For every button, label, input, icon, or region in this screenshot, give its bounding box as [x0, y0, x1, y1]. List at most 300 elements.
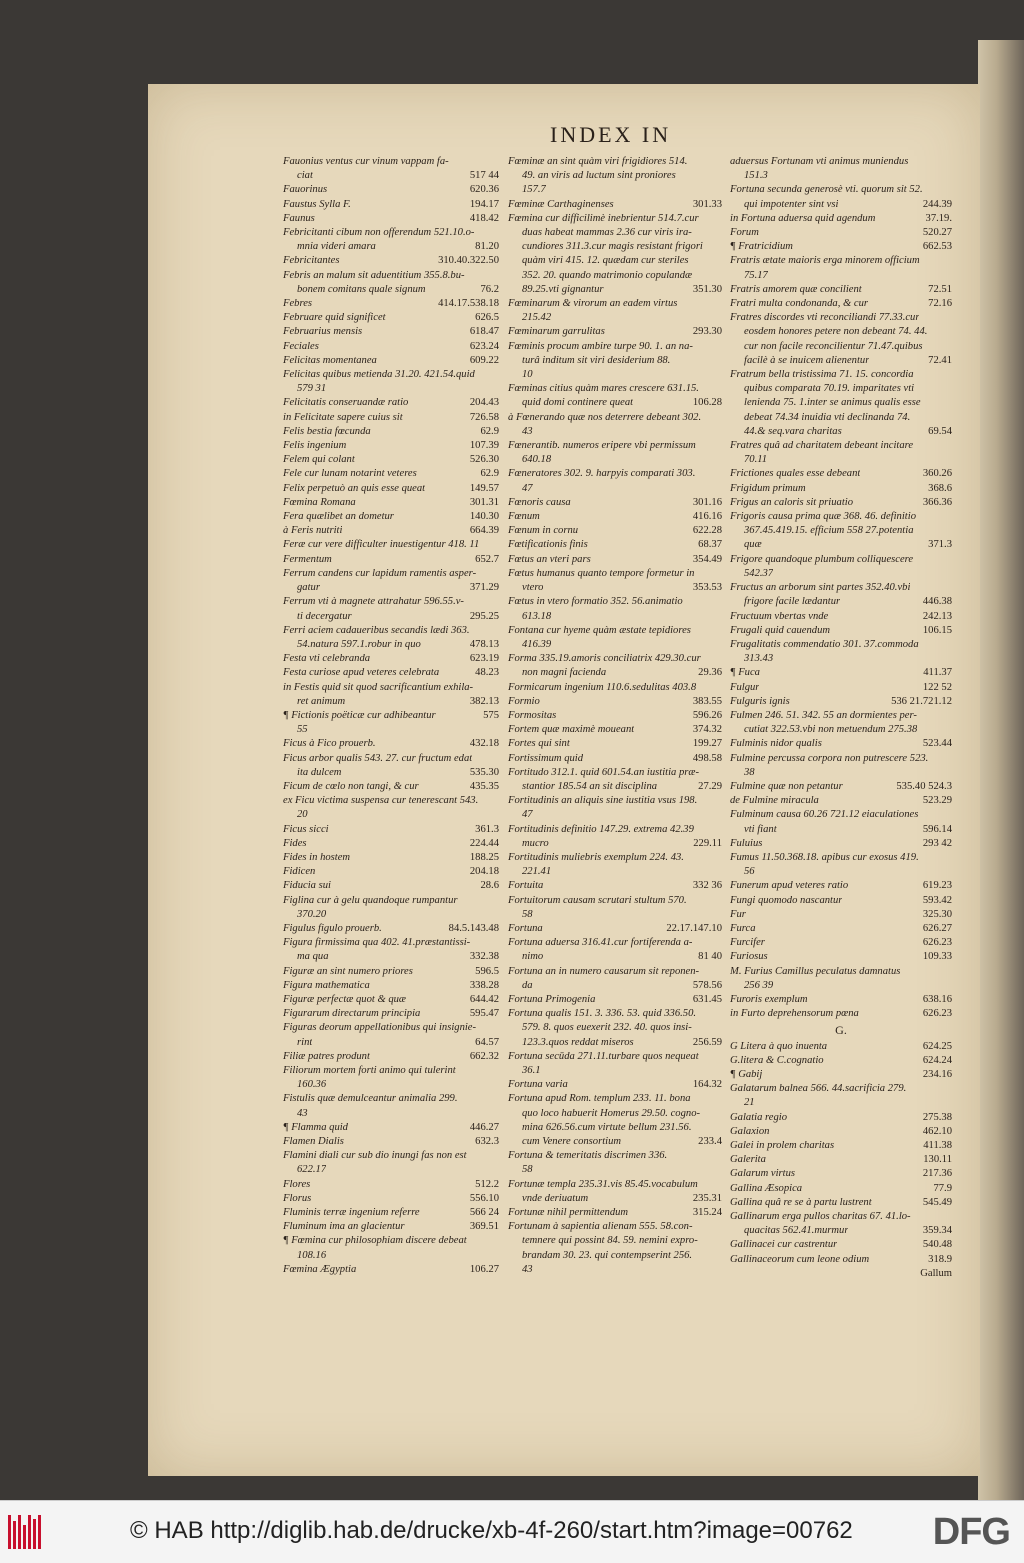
copyright-link[interactable]: © HAB http://diglib.hab.de/drucke/xb-4f-260/start.htm?image=00762: [130, 1517, 853, 1544]
entry-page-ref: 411.38: [923, 1140, 952, 1152]
index-entry-continuation: [730, 979, 952, 993]
index-entry: [508, 155, 722, 169]
index-entry: [730, 1210, 952, 1224]
entry-page-ref: 69.54: [928, 425, 952, 437]
entry-page-ref: 244.39: [922, 198, 952, 210]
index-entry: [730, 467, 952, 481]
index-entry-continuation: [283, 240, 499, 254]
entry-page-ref: 84.5.143.48: [448, 922, 499, 934]
entry-text: 36.1: [522, 1065, 541, 1076]
entry-text: Fortuna an in numero causarum sit reponen-: [508, 965, 700, 977]
index-entry: [508, 411, 722, 425]
entry-text: Filiæ patres produnt: [283, 1050, 370, 1062]
entry-text: Filiorum mortem forti animo qui tulerint: [283, 1065, 456, 1076]
entry-page-ref: 62.9: [480, 468, 499, 480]
index-entry-continuation: [283, 1107, 499, 1121]
entry-text: quibus comparata 70.19. imparitates vti: [744, 383, 915, 395]
entry-text: 370.20: [297, 908, 327, 920]
entry-page-ref: 293.30: [692, 326, 722, 338]
entry-page-ref: 575: [483, 709, 499, 721]
entry-page-ref: 204.43: [469, 397, 499, 409]
entry-text: ret animum: [297, 695, 346, 707]
index-entry-continuation: [508, 865, 722, 879]
index-entry: [730, 1267, 952, 1281]
entry-text: Forum: [730, 227, 759, 239]
entry-text: in Felicitate sapere cuius sit: [283, 411, 403, 423]
entry-text: Fontana cur hyeme quàm æstate tepidiores: [508, 624, 691, 636]
index-entry: [283, 1206, 499, 1220]
index-entry: [508, 737, 722, 751]
index-entry: [508, 936, 722, 950]
entry-text: M. Furius Camillus peculatus damnatus: [730, 965, 901, 977]
entry-text: Fœnum: [508, 511, 540, 523]
index-entry: [283, 1220, 499, 1234]
entry-text: aduersus Fortunam vti animus muniendus: [730, 156, 909, 167]
index-entry: [508, 297, 722, 311]
entry-page-ref: 106.27: [469, 1263, 499, 1275]
entry-text: Februarius mensis: [283, 326, 363, 338]
entry-page-ref: 414.17.538.18: [438, 298, 499, 310]
index-entry: [283, 439, 499, 453]
entry-text: 58: [522, 908, 533, 920]
entry-text: Fistulis quæ demulceantur animalia 299.: [283, 1093, 458, 1105]
index-entry: [283, 624, 499, 638]
entry-text: de Fulmine miracula: [730, 795, 819, 807]
entry-page-ref: 106.15: [922, 624, 952, 636]
index-entry: [508, 695, 722, 709]
entry-text: Furiosus: [730, 951, 768, 963]
index-entry: [283, 922, 499, 936]
entry-text: Gallina quâ re se à partu lustrent: [730, 1196, 872, 1208]
entry-page-ref: 353.53: [692, 582, 722, 594]
entry-text: Febricitanti cibum non offerendum 521.10.o-: [283, 227, 475, 239]
entry-text: Gallina Æsopica: [730, 1182, 803, 1194]
entry-text: Fortunam à sapientia alienam 555. 58.con-: [508, 1221, 693, 1233]
index-entry-continuation: [508, 979, 722, 993]
index-entry-continuation: [283, 908, 499, 922]
entry-text: gatur: [297, 582, 320, 594]
index-entry-continuation: [283, 283, 499, 297]
entry-page-ref: 626.23: [922, 937, 952, 949]
index-entry-continuation: [283, 610, 499, 624]
entry-text: Fortuitorum causam scrutari stultum 570.: [508, 894, 687, 906]
entry-page-ref: 498.58: [692, 752, 722, 764]
index-entry: [283, 311, 499, 325]
entry-text: Fortes qui sint: [508, 738, 570, 750]
entry-text: Frictiones quales esse debeant: [730, 468, 861, 480]
index-entry-continuation: [283, 382, 499, 396]
entry-page-ref: 72.51: [928, 283, 952, 295]
index-entry: [730, 908, 952, 922]
entry-page-ref: 664.39: [469, 525, 499, 537]
index-entry: [283, 340, 499, 354]
entry-page-ref: 609.22: [469, 354, 499, 366]
entry-page-ref: 301.31: [469, 496, 499, 508]
index-entry: [283, 752, 499, 766]
index-entry: [730, 808, 952, 822]
index-entry-continuation: [508, 610, 722, 624]
index-entry: [730, 1082, 952, 1096]
entry-text: Forma 335.19.amoris conciliatrix 429.30.cur: [508, 653, 701, 665]
entry-page-ref: 536 21.721.12: [891, 695, 952, 707]
index-entry-continuation: [508, 453, 722, 467]
index-entry: [730, 624, 952, 638]
entry-text: Fungi quomodo nascantur: [730, 894, 843, 906]
index-entry-continuation: [283, 695, 499, 709]
entry-page-ref: 652.7: [475, 553, 499, 565]
index-entry: [730, 1040, 952, 1054]
index-entry: [508, 1050, 722, 1064]
entry-text: Fœminæ an sint quàm viri frigidiores 514.: [508, 156, 688, 167]
index-entry: [508, 922, 722, 936]
book-edge: [978, 40, 1024, 1500]
entry-text: Fœmina Ægyptia: [283, 1263, 357, 1275]
entry-text: 622.17: [297, 1164, 327, 1176]
entry-text: Frugalitatis commendatio 301. 37.commoda: [730, 638, 919, 650]
entry-text: Fortitudinis muliebris exemplum 224. 43.: [508, 851, 684, 863]
entry-page-ref: 626.27: [922, 922, 952, 934]
entry-text: Formositas: [508, 709, 557, 721]
entry-page-ref: 371.3: [928, 539, 952, 551]
entry-page-ref: 662.53: [922, 241, 952, 253]
entry-page-ref: 62.9: [480, 425, 499, 437]
index-entry: [283, 538, 499, 552]
entry-text: Gallinacei cur castrentur: [730, 1239, 838, 1251]
entry-page-ref: 435.35: [469, 780, 499, 792]
entry-page-ref: 596.5: [475, 965, 499, 977]
entry-text: vti fiant: [744, 823, 777, 835]
entry-text: Figura mathematica: [283, 979, 370, 991]
entry-page-ref: 535.30: [469, 766, 499, 778]
entry-text: 221.41: [522, 866, 552, 878]
index-column-3: [730, 155, 952, 1281]
index-entry-continuation: [283, 1036, 499, 1050]
index-entry: [730, 496, 952, 510]
entry-text: Formicarum ingenium 110.6.sedulitas 403.8: [508, 681, 697, 693]
index-entry: [508, 851, 722, 865]
entry-text: 10: [522, 369, 533, 381]
entry-text: 313.43: [744, 653, 774, 665]
entry-text: Fœnum in cornu: [508, 525, 579, 537]
index-entry-continuation: [730, 425, 952, 439]
entry-page-ref: 535.40 524.3: [896, 780, 952, 792]
entry-text: Febris an malum sit aduentitium 355.8.bu-: [283, 269, 465, 281]
entry-page-ref: 27.29: [698, 780, 722, 792]
index-entry: [283, 1263, 499, 1277]
entry-text: duas habeat mammas 2.36 cur viris ira-: [522, 227, 692, 239]
index-entry-continuation: [730, 354, 952, 368]
entry-text: vtero: [522, 582, 544, 594]
entry-page-ref: 523.29: [922, 795, 952, 807]
entry-page-ref: 626.5: [475, 312, 499, 324]
entry-text: non magni facienda: [522, 667, 607, 679]
index-entry: [283, 1050, 499, 1064]
index-entry: [508, 1007, 722, 1021]
entry-page-ref: 332.38: [469, 951, 499, 963]
index-entry: [730, 368, 952, 382]
entry-page-ref: 631.45: [692, 993, 722, 1005]
entry-page-ref: 29.36: [698, 667, 722, 679]
index-entry-continuation: [283, 950, 499, 964]
entry-text: Funerum apud veteres ratio: [730, 880, 849, 892]
entry-text: Fortitudinis definitio 147.29. extrema 42.39: [508, 823, 694, 835]
entry-page-ref: 622.28: [692, 525, 722, 537]
index-entry: [730, 681, 952, 695]
index-column-2: [508, 155, 722, 1277]
index-entry: [730, 1167, 952, 1181]
entry-page-ref: 338.28: [469, 979, 499, 991]
entry-text: Fratres quâ ad charitatem debeant incitare: [730, 440, 914, 452]
index-entry: [730, 780, 952, 794]
entry-text: Fera quælibet an dometur: [283, 511, 394, 523]
entry-text: Fœminarum & virorum an eadem virtus: [508, 298, 678, 310]
entry-text: 44.& seq.vara charitas: [744, 425, 842, 437]
index-entry: [283, 837, 499, 851]
index-entry-continuation: [283, 638, 499, 652]
index-entry-continuation: [508, 1249, 722, 1263]
index-entry: [730, 695, 952, 709]
index-entry: [508, 1092, 722, 1106]
index-entry-continuation: [508, 1234, 722, 1248]
index-entry: [508, 340, 722, 354]
index-entry: [508, 567, 722, 581]
entry-text: 75.17: [744, 269, 768, 281]
index-entry-continuation: [283, 1249, 499, 1263]
index-entry-continuation: [730, 567, 952, 581]
entry-text: cum Venere consortium: [522, 1136, 622, 1148]
entry-page-ref: 462.10: [922, 1125, 952, 1137]
entry-text: ¶ Fictionis poëticæ cur adhibeantur: [283, 709, 436, 721]
index-entry: [730, 965, 952, 979]
entry-page-ref: 242.13: [922, 610, 952, 622]
entry-page-ref: 217.36: [922, 1168, 952, 1180]
entry-text: ex Ficu victima suspensa cur tenerescant 543.: [283, 795, 479, 807]
index-entry: [730, 950, 952, 964]
index-entry: [730, 993, 952, 1007]
index-entry-continuation: [508, 581, 722, 595]
entry-text: 56: [744, 866, 755, 878]
entry-page-ref: 361.3: [475, 823, 499, 835]
entry-text: Fulmine quæ non petantur: [730, 780, 843, 792]
index-entry: [730, 666, 952, 680]
entry-text: in Fortuna aduersa quid agendum: [730, 212, 876, 224]
index-entry-continuation: [730, 411, 952, 425]
index-entry: [508, 794, 722, 808]
entry-text: Fluminis terræ ingenium referre: [283, 1207, 420, 1219]
entry-text: 20: [297, 809, 308, 821]
index-entry: [283, 1064, 499, 1078]
index-entry: [283, 524, 499, 538]
index-entry: [730, 837, 952, 851]
entry-page-ref: 520.27: [922, 227, 952, 239]
index-entry-continuation: [730, 382, 952, 396]
entry-page-ref: 368.6: [928, 482, 952, 494]
index-entry: [730, 1139, 952, 1153]
index-entry: [508, 198, 722, 212]
index-entry: [283, 212, 499, 226]
entry-text: Fœtus an vteri pars: [508, 553, 591, 565]
entry-text: Fortem quæ maximè moueant: [508, 724, 635, 736]
entry-text: 640.18: [522, 454, 552, 466]
entry-page-ref: 623.19: [469, 653, 499, 665]
index-entry-continuation: [730, 595, 952, 609]
index-entry-continuation: [508, 1121, 722, 1135]
index-entry-continuation: [283, 169, 499, 183]
index-entry: [508, 993, 722, 1007]
index-entry: [283, 553, 499, 567]
index-entry: [508, 467, 722, 481]
entry-text: Galei in prolem charitas: [730, 1140, 835, 1152]
entry-text: Fulminis nidor qualis: [730, 738, 822, 750]
entry-page-ref: 68.37: [698, 539, 722, 551]
entry-text: ¶ Fratricidium: [730, 241, 793, 253]
entry-text: 151.3: [744, 170, 768, 182]
entry-text: 43: [522, 425, 533, 437]
index-entry: [730, 254, 952, 268]
entry-page-ref: 188.25: [469, 851, 499, 863]
index-entry-continuation: [730, 524, 952, 538]
entry-page-ref: 578.56: [692, 979, 722, 991]
entry-page-ref: 76.2: [480, 283, 499, 295]
index-entry-continuation: [730, 1224, 952, 1238]
entry-text: frigore facile lædantur: [744, 596, 841, 608]
entry-page-ref: 596.26: [692, 709, 722, 721]
entry-text: Fortuna secūda 271.11.turbare quos nequeat: [508, 1050, 699, 1062]
entry-text: 43: [522, 1263, 533, 1275]
entry-page-ref: 109.33: [922, 951, 952, 963]
entry-text: Fratris ætate maioris erga minorem officium: [730, 255, 920, 267]
entry-text: Fortunæ nihil permittendum: [508, 1207, 629, 1219]
entry-page-ref: 623.24: [469, 340, 499, 352]
index-entry: [283, 325, 499, 339]
entry-page-ref: 726.58: [469, 411, 499, 423]
entry-text: mina 626.56.cum virtute bellum 231.56.: [522, 1121, 692, 1133]
entry-text: Ficum de cœlo non tangi, & cur: [283, 780, 419, 792]
entry-page-ref: 512.2: [475, 1178, 499, 1190]
index-entry: [508, 894, 722, 908]
index-entry-continuation: [508, 169, 722, 183]
entry-text: cutiat 322.53.vbi non metuendum 275.38: [744, 724, 918, 736]
entry-text: Flamini diali cur sub dio inungi fas non est: [283, 1150, 467, 1162]
entry-page-ref: 626.23: [922, 1008, 952, 1020]
index-entry: [283, 709, 499, 723]
index-entry: [283, 1178, 499, 1192]
entry-page-ref: 81.20: [475, 241, 499, 253]
entry-page-ref: 351.30: [692, 283, 722, 295]
entry-text: qui impotenter sint vsi: [744, 198, 839, 210]
entry-text: Ficus arbor qualis 543. 27. cur fructum edat: [283, 752, 473, 764]
entry-page-ref: 332 36: [692, 880, 722, 892]
entry-text: Fœminarum garrulitas: [508, 326, 605, 338]
index-entry: [730, 879, 952, 893]
entry-text: 47: [522, 482, 533, 494]
entry-page-ref: 369.51: [469, 1221, 499, 1233]
entry-text: Galarum virtus: [730, 1168, 796, 1180]
index-entry-continuation: [508, 183, 722, 197]
entry-page-ref: 620.36: [469, 184, 499, 196]
entry-page-ref: 106.28: [692, 397, 722, 409]
index-entry: [283, 510, 499, 524]
index-entry: [283, 993, 499, 1007]
entry-page-ref: 596.14: [922, 823, 952, 835]
entry-text: da: [522, 979, 533, 991]
entry-text: Fides in hostem: [283, 851, 351, 863]
entry-page-ref: 107.39: [469, 440, 499, 452]
entry-text: Feciales: [283, 340, 319, 352]
entry-page-ref: 432.18: [469, 738, 499, 750]
entry-text: 47: [522, 809, 533, 821]
entry-page-ref: 275.38: [922, 1111, 952, 1123]
index-entry: [508, 382, 722, 396]
entry-text: Figulus figulo prouerb.: [283, 922, 382, 934]
entry-text: Figuræ an sint numero priores: [283, 965, 413, 977]
index-entry-continuation: [283, 1163, 499, 1177]
entry-text: Fortuna qualis 151. 3. 336. 53. quid 336.50.: [508, 1008, 697, 1020]
entry-text: Frigore quandoque plumbum colliquescere: [730, 553, 914, 565]
index-entry: [730, 851, 952, 865]
index-entry: [283, 155, 499, 169]
entry-page-ref: 325.30: [922, 908, 952, 920]
entry-page-ref: 411.37: [923, 667, 952, 679]
index-entry: [508, 652, 722, 666]
entry-text: Februare quid significet: [283, 312, 386, 324]
index-entry: [730, 1054, 952, 1068]
index-entry-continuation: [508, 226, 722, 240]
entry-text: Fele cur lunam notarint veteres: [283, 468, 417, 480]
index-entry: [283, 354, 499, 368]
index-entry: [730, 610, 952, 624]
entry-text: brandam 30. 23. qui contempserint 256.: [522, 1249, 693, 1261]
entry-page-ref: 517 44: [469, 170, 499, 182]
entry-text: Fortuita: [508, 880, 544, 892]
entry-page-ref: 359.34: [922, 1225, 952, 1237]
index-entry-continuation: [508, 1064, 722, 1078]
entry-page-ref: 366.36: [922, 496, 952, 508]
index-entry: [283, 666, 499, 680]
entry-text: Fratres discordes vti reconciliandi 77.33.cur: [730, 312, 920, 324]
entry-text: Flamen Dialis: [283, 1136, 344, 1148]
section-letter: G.: [835, 1023, 847, 1038]
index-entry-continuation: [730, 652, 952, 666]
entry-text: 123.3.quos reddat miseros: [522, 1036, 634, 1048]
entry-text: debeat 74.34 inuidia vti declinanda 74.: [744, 411, 911, 423]
entry-text: quo loco habuerit Homerus 29.50. cogno-: [522, 1107, 701, 1119]
index-entry-continuation: [283, 766, 499, 780]
entry-text: 49. an viris ad luctum sint proniores: [522, 170, 676, 182]
entry-page-ref: 122 52: [922, 681, 952, 693]
index-entry: [730, 297, 952, 311]
entry-page-ref: 638.16: [922, 993, 952, 1005]
index-entry: [730, 922, 952, 936]
entry-text: quæ: [744, 539, 762, 551]
entry-text: G Litera à quo inuenta: [730, 1040, 828, 1052]
entry-text: Fœmina Romana: [283, 496, 356, 508]
index-entry: [283, 453, 499, 467]
entry-text: ma qua: [297, 951, 329, 963]
entry-text: Fauorinus: [283, 184, 328, 196]
entry-text: Fortunæ templa 235.31.vis 85.45.vocabulum: [508, 1178, 698, 1190]
entry-page-ref: 618.47: [469, 326, 499, 338]
index-entry-continuation: [508, 240, 722, 254]
index-entry: [508, 823, 722, 837]
entry-page-ref: 229.11: [693, 837, 722, 849]
entry-page-ref: 204.18: [469, 866, 499, 878]
index-entry: [730, 482, 952, 496]
entry-page-ref: 545.49: [922, 1196, 952, 1208]
entry-text: Fulminum causa 60.26 721.12 eiaculationes: [730, 809, 919, 821]
entry-page-ref: 446.27: [469, 1121, 499, 1133]
index-entry-continuation: [508, 425, 722, 439]
